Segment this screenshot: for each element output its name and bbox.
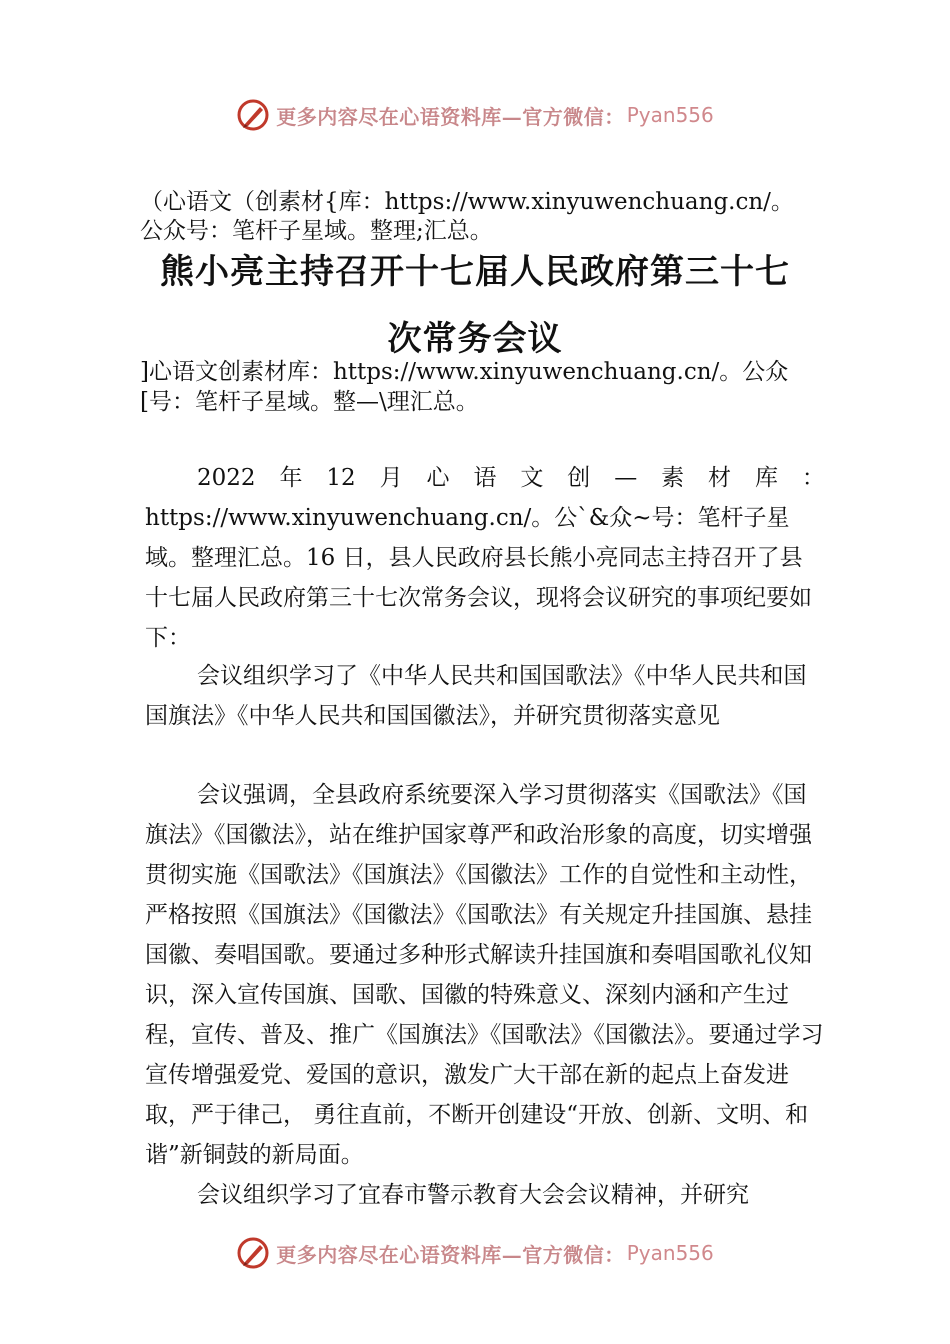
date-token: 2022 — [197, 465, 256, 491]
date-token: 素 — [661, 465, 685, 491]
date-token: 创 — [567, 465, 591, 491]
sub-line-2: [号：笔杆子星域。整—\理汇总。 — [140, 389, 479, 415]
doc-title-line-1: 熊小亮主持召开十七届人民政府第三十七 — [160, 252, 790, 292]
banner-text: 更多内容尽在心语资料库—官方微信： — [276, 104, 625, 129]
banner-text: 更多内容尽在心语资料库—官方微信： — [276, 1242, 625, 1267]
banner-code: Pyan556 — [626, 103, 714, 127]
header-banner — [0, 95, 950, 135]
date-token: 12 — [326, 465, 356, 491]
date-token: 月 — [379, 465, 403, 491]
sub-line-1: ]心语文创素材库：https://www.xinyuwenchuang.cn/。公众 — [140, 359, 789, 385]
date-token: 心 — [426, 465, 450, 491]
date-token: — — [614, 465, 638, 491]
doc-title-line-2: 次常务会议 — [387, 319, 563, 359]
header-line-2: 公众号：笔杆子星域。整理;汇总。 — [140, 218, 493, 244]
pen-logo-icon — [236, 1236, 270, 1270]
footer-banner — [0, 1233, 950, 1273]
date-token: 年 — [279, 465, 303, 491]
banner-code: Pyan556 — [626, 1241, 714, 1265]
date-token: 库 — [754, 465, 778, 491]
date-line — [145, 458, 825, 498]
header-line-1: （心语文（创素材{库：https://www.xinyuwenchuang.cn/。 — [140, 189, 794, 215]
paragraph-study-laws: 会议组织学习了《中华人民共和国国歌法》《中华人民共和国国旗法》《中华人民共和国国徽法》，并研究贯彻落实意见 — [145, 663, 807, 729]
paragraph-intro: https://www.xinyuwenchuang.cn/。公`&众~号：笔杆子星域。整理汇总。16 日，县人民政府县长熊小亮同志主持召开了县十七届人民政府第三十七次常务会议，现将会议研究的事项纪要如下： — [145, 505, 812, 651]
paragraph-warning-education: 会议组织学习了宜春市警示教育大会会议精神，并研究 — [197, 1182, 749, 1208]
date-token: 材 — [708, 465, 732, 491]
date-token: ： — [801, 465, 825, 491]
pen-logo-icon — [236, 98, 270, 132]
date-token: 文 — [520, 465, 544, 491]
date-token: 语 — [473, 465, 497, 491]
paragraph-emphasis: 会议强调，全县政府系统要深入学习贯彻落实《国歌法》《国旗法》《国徽法》，站在维护国家尊严和政治形象的高度，切实增强贯彻实施《国歌法》《国旗法》《国徽法》工作的自觉性和主动性，严格按照《国旗法》《国徽法》《国歌法》有关规定升挂国旗、悬挂国徽、奏唱国歌。要通过多种形式解读升挂国旗和奏唱国歌礼仪知识，深入宣传国旗、国歌、国徽的特殊意义、深刻内涵和产生过程，宣传、普及、推广《国旗法》《国歌法》《国徽法》。要通过学习宣传增强爱党、爱国的意识，激发广大干部在新的起点上奋发进取，严于律己， 勇往直前，不断开创建设“开放、创新、文明、和谐”新铜鼓的新局面。 — [145, 782, 824, 1168]
